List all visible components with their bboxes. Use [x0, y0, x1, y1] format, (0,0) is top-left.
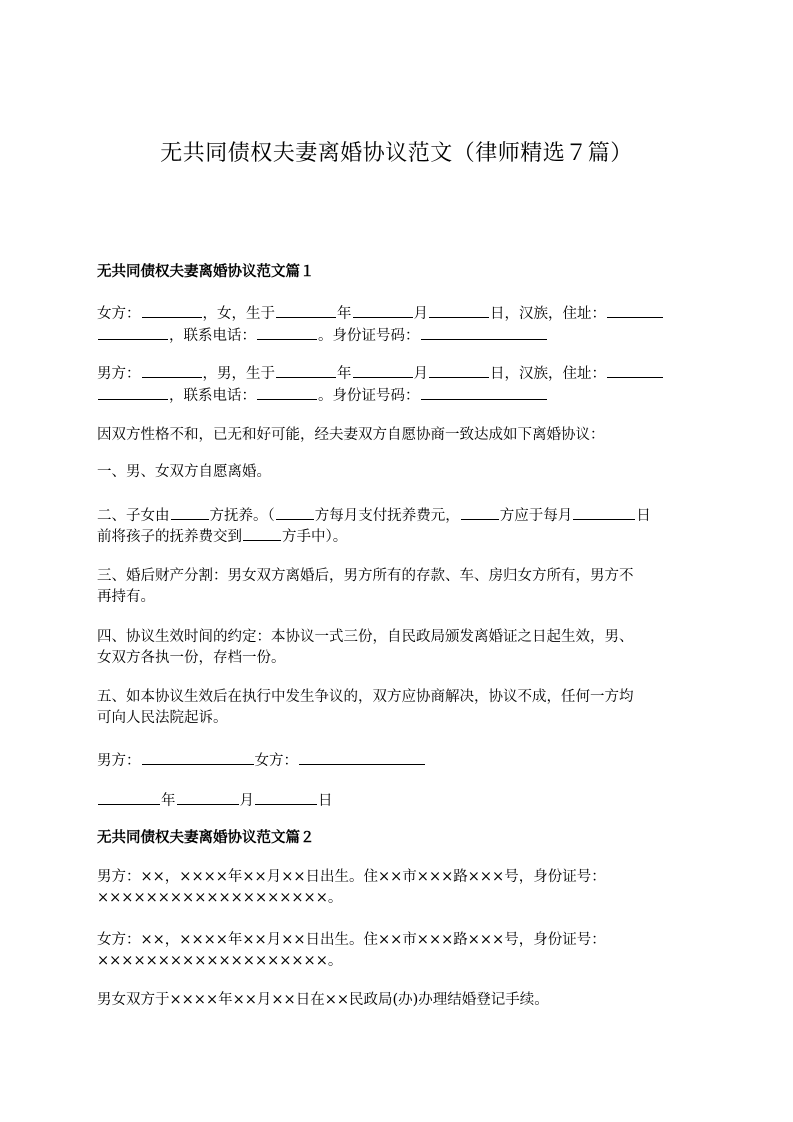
month-label: 月	[413, 306, 428, 322]
man-address-blank-cont	[98, 384, 168, 400]
woman-phone-blank	[257, 324, 317, 340]
man-signature-label: 男方：	[97, 753, 141, 769]
date-line	[97, 789, 333, 811]
man-birth-year-blank	[276, 362, 336, 378]
clause-2-line-1	[97, 504, 651, 526]
year-label: 年	[337, 306, 352, 322]
clause-1: 一、男、女双方自愿离婚。	[97, 464, 271, 480]
woman-id-label: 。身份证号码：	[318, 328, 420, 344]
man-label: 男方：	[97, 366, 141, 382]
clause-3-line-2: 再持有。	[97, 589, 155, 605]
payer-party-blank	[276, 504, 314, 520]
man-gender-text: ，男，生于	[202, 366, 275, 382]
man-birth-month-blank	[353, 362, 413, 378]
sign-year-blank	[98, 789, 160, 805]
man-name-blank	[142, 362, 202, 378]
woman-signature-blank	[299, 749, 425, 765]
woman-info-line-2	[97, 324, 548, 346]
man-address-blank	[607, 362, 663, 378]
clause-4-line-1: 四、协议生效时间的约定：本协议一式三份，自民政局颁发离婚证之日起生效，男、	[97, 629, 634, 645]
man-id-label: 。身份证号码：	[318, 388, 420, 404]
woman-name-blank	[142, 302, 202, 318]
man-info-line-2	[97, 384, 548, 406]
woman-info-line-1	[97, 302, 664, 324]
woman-phone-label: ，联系电话：	[169, 328, 256, 344]
month-label: 月	[413, 366, 428, 382]
man-address-label: 日，汉族，住址：	[490, 366, 606, 382]
custody-party-blank	[171, 504, 209, 520]
clause-3-line-1: 三、婚后财产分割：男女双方离婚后，男方所有的存款、车、房归女方所有，男方不	[97, 568, 634, 584]
woman-address-label: 日，汉族，住址：	[490, 306, 606, 322]
woman-info-2-line-1: 女方：××，××××年××月××日出生。住××市×××路×××号，身份证号：	[97, 932, 606, 948]
man-info-2-line-2: ×××××××××××××××××××。	[97, 890, 343, 906]
woman-gender-text: ，女，生于	[202, 306, 275, 322]
woman-signature-label: 女方：	[254, 753, 298, 769]
clause-2-text-g: 方手中）。	[282, 529, 348, 545]
section-2-heading: 无共同债权夫妻离婚协议范文篇２	[97, 829, 315, 846]
man-birth-day-blank	[429, 362, 489, 378]
clause-5-line-1: 五、如本协议生效后在执行中发生争议的，双方应协商解决，协议不成，任何一方均	[97, 689, 634, 705]
marriage-registration-text: 男女双方于××××年××月××日在××民政局(办)办理结婚登记手续。	[97, 992, 549, 1008]
woman-address-blank-cont	[98, 324, 168, 340]
man-info-line-1	[97, 362, 664, 384]
section-1-heading: 无共同债权夫妻离婚协议范文篇１	[97, 263, 315, 280]
year-label: 年	[161, 793, 176, 809]
man-info-2-line-1: 男方：××，××××年××月××日出生。住××市×××路×××号，身份证号：	[97, 869, 606, 885]
woman-address-blank	[607, 302, 663, 318]
year-label: 年	[337, 366, 352, 382]
woman-id-blank	[421, 324, 547, 340]
woman-info-2-line-2: ×××××××××××××××××××。	[97, 953, 343, 969]
woman-birth-day-blank	[429, 302, 489, 318]
day-label: 日	[318, 793, 333, 809]
payment-day-blank	[573, 504, 635, 520]
man-signature-blank	[142, 749, 254, 765]
man-phone-label: ，联系电话：	[169, 388, 256, 404]
signature-line	[97, 749, 426, 771]
clause-2-text-b: 方抚养。（	[209, 508, 275, 524]
woman-label: 女方：	[97, 306, 141, 322]
agreement-intro: 因双方性格不和，已无和好可能，经夫妻双方自愿协商一致达成如下离婚协议：	[97, 427, 605, 443]
document-title: 无共同债权夫妻离婚协议范文（律师精选７篇）	[160, 141, 633, 166]
clause-2-text-d: 方应于每月	[499, 508, 573, 524]
month-label: 月	[239, 793, 254, 809]
clause-2-text-c: 方每月支付抚养费元，	[314, 508, 460, 524]
man-id-blank	[421, 384, 547, 400]
receiver-party-blank	[243, 525, 281, 541]
clause-2-line-2	[97, 525, 347, 547]
sign-month-blank	[177, 789, 239, 805]
clause-2-text-e: 日	[636, 508, 651, 524]
sign-day-blank	[255, 789, 317, 805]
clause-2-text-f: 前将孩子的抚养费交到	[97, 529, 242, 545]
clause-5-line-2: 可向人民法院起诉。	[97, 710, 228, 726]
clause-4-line-2: 女双方各执一份，存档一份。	[97, 650, 286, 666]
woman-birth-year-blank	[276, 302, 336, 318]
payer-party-blank-2	[461, 504, 499, 520]
man-phone-blank	[257, 384, 317, 400]
woman-birth-month-blank	[353, 302, 413, 318]
clause-2-text-a: 二、子女由	[97, 508, 170, 524]
